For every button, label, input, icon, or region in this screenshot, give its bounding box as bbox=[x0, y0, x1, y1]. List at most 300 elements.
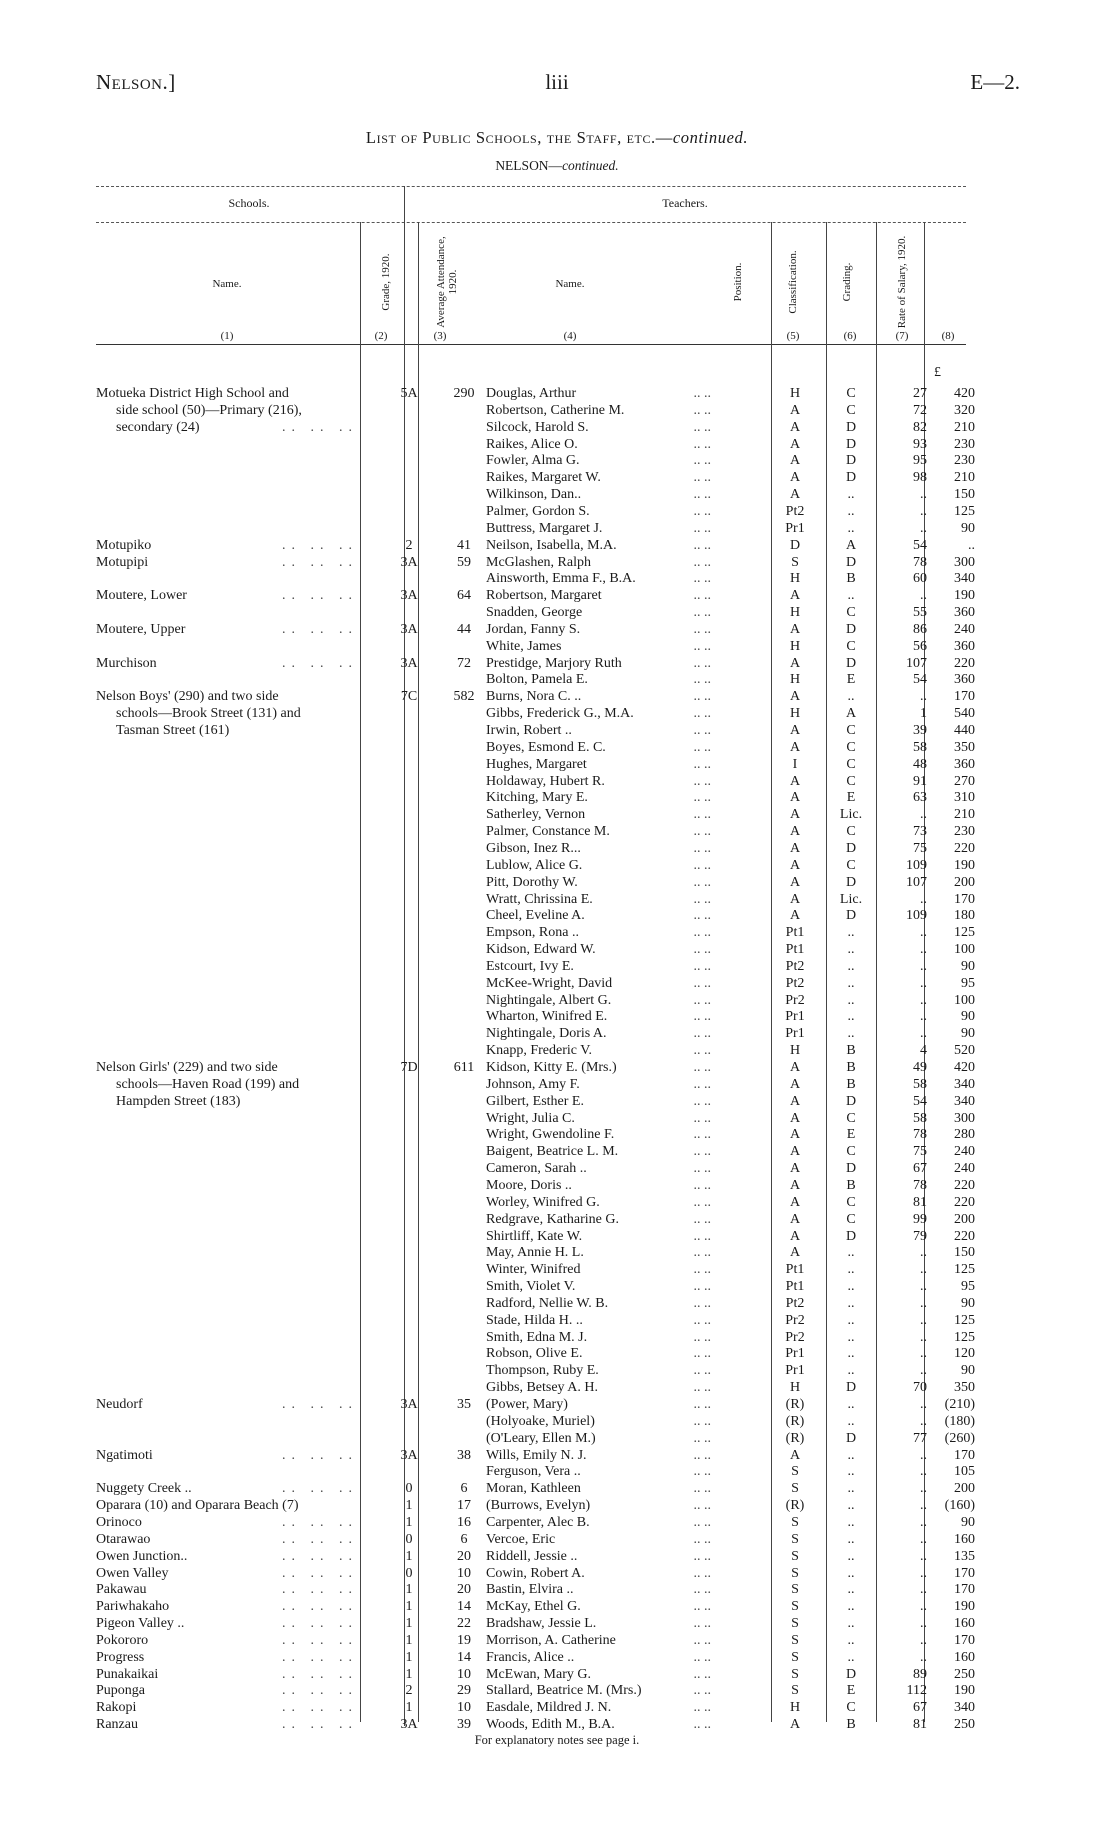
school-name: Orinoco bbox=[96, 1514, 142, 1530]
teacher-name: Moran, Kathleen bbox=[486, 1481, 581, 1497]
teacher-name: Satherley, Vernon bbox=[486, 807, 586, 823]
teacher-classification: D bbox=[845, 621, 857, 637]
teacher-row bbox=[96, 756, 975, 773]
dot-leader: .. .. bbox=[693, 1430, 711, 1446]
teacher-name: Knapp, Frederic V. bbox=[486, 1043, 593, 1059]
teacher-row bbox=[96, 857, 975, 874]
dot-leader: .. .. bbox=[693, 1009, 711, 1025]
dot-leader: .. .. bbox=[693, 1498, 711, 1514]
teacher-name: McGlashen, Ralph bbox=[486, 554, 591, 570]
school-attendance: 59 bbox=[457, 554, 471, 570]
teacher-classification: D bbox=[845, 1430, 857, 1446]
teacher-name: Kitching, Mary E. bbox=[486, 790, 588, 806]
teacher-classification: .. bbox=[847, 1329, 855, 1345]
teacher-grading: .. bbox=[920, 520, 927, 536]
dot-leader: .. .. .. bbox=[282, 1531, 358, 1547]
school-grade: 1 bbox=[405, 1599, 413, 1615]
teacher-name: Wilkinson, Dan.. bbox=[486, 487, 582, 503]
school-entry bbox=[96, 1716, 358, 1733]
school-name-line bbox=[96, 1699, 358, 1716]
teacher-name: Winter, Winifred bbox=[486, 1262, 581, 1278]
page-header-right: E—2. bbox=[970, 70, 1020, 94]
teacher-row bbox=[96, 1430, 975, 1447]
teacher-salary: 150 bbox=[954, 487, 975, 503]
school-entry bbox=[96, 1632, 358, 1649]
teacher-row bbox=[96, 1194, 975, 1211]
teacher-grading: 27 bbox=[913, 386, 927, 401]
teacher-position: S bbox=[791, 1666, 799, 1682]
teacher-name: May, Annie H. L. bbox=[486, 1245, 584, 1261]
teacher-classification: B bbox=[846, 1043, 856, 1059]
school-attendance: 38 bbox=[457, 1447, 471, 1463]
dot-leader: .. .. bbox=[693, 436, 711, 452]
school-name-line bbox=[96, 537, 358, 554]
teacher-grading: .. bbox=[920, 1481, 927, 1497]
teacher-salary: 100 bbox=[954, 992, 975, 1008]
school-attendance: 29 bbox=[457, 1683, 471, 1699]
teacher-name: Gilbert, Esther E. bbox=[486, 1093, 584, 1109]
teacher-grading: .. bbox=[920, 503, 927, 519]
dot-leader: .. .. bbox=[693, 1110, 711, 1126]
school-entry bbox=[96, 1480, 358, 1497]
dot-leader: .. .. bbox=[693, 874, 711, 890]
teacher-grading: .. bbox=[920, 689, 927, 705]
teacher-grading: 48 bbox=[913, 756, 927, 772]
teacher-classification: .. bbox=[847, 1632, 855, 1648]
school-name-line bbox=[96, 1666, 358, 1683]
dot-leader: .. .. bbox=[693, 386, 711, 401]
teacher-salary: 520 bbox=[954, 1043, 975, 1059]
teacher-classification: E bbox=[846, 1683, 856, 1699]
teacher-position: S bbox=[791, 1565, 799, 1581]
teacher-name: Morrison, A. Catherine bbox=[486, 1632, 616, 1648]
teacher-salary: 210 bbox=[954, 807, 975, 823]
school-name: Ngatimoti bbox=[96, 1447, 153, 1463]
teacher-salary: 190 bbox=[954, 1599, 975, 1615]
school-attendance: 17 bbox=[457, 1498, 471, 1514]
dot-leader: .. .. bbox=[693, 402, 711, 418]
school-name-line bbox=[96, 1076, 358, 1093]
dot-leader: .. .. .. bbox=[282, 1632, 358, 1648]
teacher-row bbox=[96, 840, 975, 857]
school-name: Ranzau bbox=[96, 1717, 138, 1733]
teacher-salary: 340 bbox=[954, 1093, 975, 1109]
teacher-grading: 107 bbox=[906, 655, 927, 671]
teacher-grading: .. bbox=[920, 1329, 927, 1345]
teacher-name: (Power, Mary) bbox=[486, 1397, 568, 1412]
teacher-grading: .. bbox=[920, 1346, 927, 1362]
dot-leader: .. .. bbox=[693, 554, 711, 570]
teacher-salary: 210 bbox=[954, 419, 975, 435]
dot-leader: .. .. bbox=[693, 1177, 711, 1193]
teacher-name: Raikes, Margaret W. bbox=[486, 470, 601, 486]
dot-leader: .. .. bbox=[693, 942, 711, 958]
school-grade: 3A bbox=[400, 1447, 418, 1463]
dot-leader: .. .. bbox=[693, 1076, 711, 1092]
dot-leader: .. .. bbox=[693, 739, 711, 755]
dot-leader: .. .. bbox=[693, 1531, 711, 1547]
teacher-name: Estcourt, Ivy E. bbox=[486, 958, 574, 974]
dot-leader: .. .. .. bbox=[282, 1683, 358, 1699]
teacher-position: A bbox=[789, 1161, 801, 1177]
teacher-position: A bbox=[789, 840, 801, 856]
dot-leader: .. .. bbox=[693, 1211, 711, 1227]
dot-leader: .. .. bbox=[693, 419, 711, 435]
teacher-position: A bbox=[789, 689, 801, 705]
dot-leader: .. .. bbox=[693, 1481, 711, 1497]
teacher-classification: D bbox=[845, 470, 857, 486]
dot-leader: .. .. .. bbox=[282, 420, 358, 435]
teacher-salary: 90 bbox=[961, 1295, 975, 1311]
teacher-row bbox=[96, 958, 975, 975]
school-grade: 1 bbox=[405, 1632, 413, 1648]
school-name-line bbox=[96, 655, 358, 672]
staff-table bbox=[96, 385, 975, 1733]
school-entry bbox=[96, 621, 358, 638]
teacher-grading: 1 bbox=[920, 706, 927, 722]
school-entry bbox=[96, 1581, 358, 1598]
teacher-position: H bbox=[789, 638, 801, 654]
teacher-salary: 125 bbox=[954, 1312, 975, 1328]
school-name: Motupipi bbox=[96, 554, 149, 570]
teacher-row bbox=[96, 1143, 975, 1160]
school-name-line bbox=[96, 1682, 358, 1699]
teacher-name: Smith, Edna M. J. bbox=[486, 1329, 588, 1345]
teacher-salary: 300 bbox=[954, 1110, 975, 1126]
school-name-line bbox=[96, 402, 358, 419]
teacher-name: (Burrows, Evelyn) bbox=[486, 1498, 591, 1514]
school-name-line bbox=[96, 705, 358, 722]
teacher-name: Gibson, Inez R... bbox=[486, 840, 581, 856]
teacher-salary: 220 bbox=[954, 840, 975, 856]
teacher-row bbox=[96, 1329, 975, 1346]
school-entry bbox=[96, 1497, 358, 1514]
teacher-name: Robson, Olive E. bbox=[486, 1346, 583, 1362]
school-name-line bbox=[96, 1480, 358, 1497]
teacher-position: S bbox=[791, 1531, 799, 1547]
school-grade: 0 bbox=[405, 1565, 413, 1581]
dot-leader: .. .. bbox=[693, 992, 711, 1008]
teacher-position: Pt2 bbox=[785, 503, 805, 519]
teacher-grading: 81 bbox=[913, 1717, 927, 1733]
teacher-name: Smith, Violet V. bbox=[486, 1279, 576, 1295]
school-attendance: 22 bbox=[457, 1616, 471, 1632]
teacher-row bbox=[96, 486, 975, 503]
teacher-salary: 180 bbox=[954, 908, 975, 924]
teacher-classification: C bbox=[846, 1194, 856, 1210]
dot-leader: .. .. bbox=[693, 1144, 711, 1160]
dot-leader: .. .. bbox=[693, 1127, 711, 1143]
dot-leader: .. .. bbox=[693, 1060, 711, 1075]
teacher-position: A bbox=[789, 621, 801, 637]
teacher-name: Boyes, Esmond E. C. bbox=[486, 739, 606, 755]
teacher-grading: 72 bbox=[913, 402, 927, 418]
teacher-salary: 340 bbox=[954, 571, 975, 587]
teacher-row bbox=[96, 1110, 975, 1127]
teacher-name: Easdale, Mildred J. N. bbox=[486, 1700, 612, 1716]
teacher-position: H bbox=[789, 672, 801, 688]
teacher-classification: A bbox=[845, 706, 857, 722]
school-name-line bbox=[96, 1649, 358, 1666]
dot-leader: .. .. .. bbox=[282, 1514, 358, 1530]
teacher-salary: 310 bbox=[954, 790, 975, 806]
teacher-grading: 79 bbox=[913, 1228, 927, 1244]
teacher-row bbox=[96, 1042, 975, 1059]
school-grade: 1 bbox=[405, 1582, 413, 1598]
teacher-salary: 90 bbox=[961, 1514, 975, 1530]
teacher-name: Woods, Edith M., B.A. bbox=[486, 1717, 615, 1733]
teacher-grading: .. bbox=[920, 1312, 927, 1328]
teacher-name: Palmer, Constance M. bbox=[486, 824, 610, 840]
school-name-line bbox=[96, 1716, 358, 1733]
dot-leader: .. .. bbox=[693, 925, 711, 941]
school-name-line bbox=[96, 1598, 358, 1615]
teacher-row bbox=[96, 975, 975, 992]
school-name: Otarawao bbox=[96, 1531, 151, 1547]
header-top-rule bbox=[96, 186, 966, 187]
teacher-classification: .. bbox=[847, 1565, 855, 1581]
school-name: Hampden Street (183) bbox=[116, 1094, 241, 1109]
col-grading: Grading. bbox=[841, 262, 853, 302]
teacher-position: A bbox=[789, 723, 801, 738]
teacher-salary: 230 bbox=[954, 824, 975, 840]
dot-leader: .. .. bbox=[693, 1346, 711, 1362]
teacher-classification: C bbox=[846, 739, 856, 755]
teacher-position: H bbox=[789, 386, 801, 401]
teacher-classification: D bbox=[845, 655, 857, 671]
school-grade: 0 bbox=[405, 1481, 413, 1497]
teacher-salary: (260) bbox=[944, 1430, 975, 1446]
dot-leader: .. .. bbox=[693, 706, 711, 722]
teacher-classification: E bbox=[846, 1127, 856, 1143]
teacher-grading: .. bbox=[920, 1464, 927, 1480]
teacher-salary: 220 bbox=[954, 1228, 975, 1244]
teacher-position: S bbox=[791, 1464, 799, 1480]
teacher-position: H bbox=[789, 571, 801, 587]
teacher-classification: C bbox=[846, 756, 856, 772]
dot-leader: .. .. bbox=[693, 470, 711, 486]
school-name: Nelson Girls' (229) and two side bbox=[96, 1060, 278, 1075]
teacher-name: Wright, Gwendoline F. bbox=[486, 1127, 615, 1143]
dot-leader: .. .. bbox=[693, 958, 711, 974]
teacher-classification: .. bbox=[847, 942, 855, 958]
teacher-grading: .. bbox=[920, 1009, 927, 1025]
school-grade: 5A bbox=[400, 386, 418, 401]
school-grade: 1 bbox=[405, 1649, 413, 1665]
teacher-position: A bbox=[789, 1717, 801, 1733]
subtitle-continued: continued. bbox=[562, 158, 619, 173]
teacher-grading: .. bbox=[920, 1363, 927, 1379]
teacher-grading: 49 bbox=[913, 1060, 927, 1075]
teacher-grading: 73 bbox=[913, 824, 927, 840]
teacher-grading: 55 bbox=[913, 605, 927, 621]
school-entry bbox=[96, 1682, 358, 1699]
teacher-salary: 200 bbox=[954, 874, 975, 890]
teacher-classification: .. bbox=[847, 1616, 855, 1632]
teacher-name: Douglas, Arthur bbox=[486, 386, 577, 401]
dot-leader: .. .. .. bbox=[282, 1565, 358, 1581]
dot-leader: .. .. bbox=[693, 1582, 711, 1598]
teacher-grading: .. bbox=[920, 958, 927, 974]
teacher-row bbox=[96, 452, 975, 469]
teacher-classification: .. bbox=[847, 487, 855, 503]
school-entry bbox=[96, 1699, 358, 1716]
dot-leader: .. .. bbox=[693, 723, 711, 738]
teacher-grading: .. bbox=[920, 975, 927, 991]
teacher-position: S bbox=[791, 1632, 799, 1648]
teacher-classification: B bbox=[846, 1076, 856, 1092]
teacher-classification: Lic. bbox=[839, 891, 863, 907]
dot-leader: .. .. bbox=[693, 1329, 711, 1345]
school-name-line bbox=[96, 1615, 358, 1632]
teacher-grading: 99 bbox=[913, 1211, 927, 1227]
teacher-classification: .. bbox=[847, 1514, 855, 1530]
school-name-line bbox=[96, 1581, 358, 1598]
teacher-salary: 160 bbox=[954, 1531, 975, 1547]
teacher-salary: 340 bbox=[954, 1700, 975, 1716]
teacher-salary: 350 bbox=[954, 739, 975, 755]
teacher-grading: 58 bbox=[913, 739, 927, 755]
teacher-grading: .. bbox=[920, 925, 927, 941]
title-main: List of Public Schools, the Staff, etc.— bbox=[365, 128, 673, 147]
school-name: Progress bbox=[96, 1649, 145, 1665]
school-attendance: 6 bbox=[460, 1481, 468, 1497]
teacher-position: Pr1 bbox=[785, 520, 805, 536]
dot-leader: .. .. .. bbox=[282, 1700, 358, 1716]
teacher-classification: .. bbox=[847, 1279, 855, 1295]
teacher-classification: B bbox=[846, 571, 856, 587]
teacher-grading: 93 bbox=[913, 436, 927, 452]
dot-leader: .. .. bbox=[693, 1093, 711, 1109]
group-header-teachers: Teachers. bbox=[662, 196, 708, 210]
school-name: schools—Brook Street (131) and bbox=[116, 706, 301, 722]
col-number: (8) bbox=[941, 330, 955, 342]
teacher-row bbox=[96, 1177, 975, 1194]
teacher-grading: .. bbox=[920, 1026, 927, 1042]
teacher-grading: .. bbox=[920, 1413, 927, 1429]
teacher-position: A bbox=[789, 470, 801, 486]
teacher-name: Snadden, George bbox=[486, 605, 583, 621]
school-grade: 0 bbox=[405, 1531, 413, 1547]
page-header-left: Nelson.] bbox=[96, 70, 176, 94]
teacher-salary: 360 bbox=[954, 672, 975, 688]
teacher-classification: C bbox=[846, 1110, 856, 1126]
teacher-name: McKee-Wright, David bbox=[486, 975, 613, 991]
school-name: secondary (24) bbox=[116, 420, 200, 435]
teacher-name: Wills, Emily N. J. bbox=[486, 1447, 587, 1463]
teacher-salary: 95 bbox=[961, 975, 975, 991]
teacher-position: S bbox=[791, 1582, 799, 1598]
school-entry bbox=[96, 688, 358, 739]
teacher-position: Pt1 bbox=[785, 1262, 805, 1278]
school-name: Tasman Street (161) bbox=[116, 723, 230, 739]
teacher-classification: .. bbox=[847, 1262, 855, 1278]
teacher-position: A bbox=[789, 1110, 801, 1126]
teacher-row bbox=[96, 520, 975, 537]
col-number: (4) bbox=[563, 330, 577, 342]
teacher-grading: .. bbox=[920, 1295, 927, 1311]
teacher-salary: 220 bbox=[954, 1194, 975, 1210]
teacher-salary: 170 bbox=[954, 891, 975, 907]
school-name: Puponga bbox=[96, 1683, 145, 1699]
school-grade: 1 bbox=[405, 1616, 413, 1632]
teacher-salary: 105 bbox=[954, 1464, 975, 1480]
teacher-row bbox=[96, 503, 975, 520]
school-attendance: 19 bbox=[457, 1632, 471, 1648]
header-group-rule bbox=[96, 222, 966, 223]
teacher-name: Baigent, Beatrice L. M. bbox=[486, 1144, 619, 1160]
dot-leader: .. .. .. bbox=[282, 1649, 358, 1665]
school-attendance: 6 bbox=[460, 1531, 468, 1547]
teacher-position: A bbox=[789, 487, 801, 503]
teacher-name: Fowler, Alma G. bbox=[486, 453, 580, 469]
dot-leader: .. .. bbox=[693, 1666, 711, 1682]
teacher-classification: .. bbox=[847, 1447, 855, 1463]
teacher-row bbox=[96, 806, 975, 823]
dot-leader: .. .. bbox=[693, 1380, 711, 1396]
teacher-classification: C bbox=[846, 723, 856, 738]
teacher-name: Bolton, Pamela E. bbox=[486, 672, 588, 688]
school-grade: 1 bbox=[405, 1548, 413, 1564]
teacher-grading: 78 bbox=[913, 1177, 927, 1193]
school-entry bbox=[96, 1396, 358, 1413]
teacher-row bbox=[96, 1211, 975, 1228]
dot-leader: .. .. bbox=[693, 1026, 711, 1042]
dot-leader: .. .. bbox=[693, 1700, 711, 1716]
dot-leader: .. .. .. bbox=[282, 1397, 358, 1412]
teacher-row bbox=[96, 874, 975, 891]
teacher-position: A bbox=[789, 807, 801, 823]
school-grade: 1 bbox=[405, 1666, 413, 1682]
teacher-name: Robertson, Catherine M. bbox=[486, 402, 625, 418]
teacher-name: Silcock, Harold S. bbox=[486, 419, 589, 435]
school-attendance: 35 bbox=[457, 1397, 471, 1412]
teacher-grading: 58 bbox=[913, 1110, 927, 1126]
school-entry bbox=[96, 1548, 358, 1565]
teacher-position: Pr2 bbox=[785, 1312, 805, 1328]
teacher-grading: 109 bbox=[906, 908, 927, 924]
teacher-position: S bbox=[791, 1514, 799, 1530]
teacher-position: A bbox=[789, 739, 801, 755]
school-attendance: 16 bbox=[457, 1514, 471, 1530]
dot-leader: .. .. bbox=[693, 1312, 711, 1328]
teacher-salary: .. bbox=[968, 537, 975, 553]
teacher-name: Kidson, Edward W. bbox=[486, 942, 596, 958]
teacher-row bbox=[96, 1278, 975, 1295]
dot-leader: .. .. bbox=[693, 571, 711, 587]
teacher-row bbox=[96, 1413, 975, 1430]
teacher-classification: .. bbox=[847, 1548, 855, 1564]
teacher-classification: .. bbox=[847, 1649, 855, 1665]
teacher-position: S bbox=[791, 1683, 799, 1699]
teacher-salary: 360 bbox=[954, 756, 975, 772]
teacher-salary: 250 bbox=[954, 1717, 975, 1733]
dot-leader: .. .. .. bbox=[282, 537, 358, 553]
teacher-salary: 120 bbox=[954, 1346, 975, 1362]
dot-leader: .. .. .. bbox=[282, 1481, 358, 1497]
dot-leader: .. .. bbox=[693, 672, 711, 688]
teacher-classification: .. bbox=[847, 1009, 855, 1025]
teacher-grading: 75 bbox=[913, 1144, 927, 1160]
teacher-classification: .. bbox=[847, 958, 855, 974]
dot-leader: .. .. bbox=[693, 1194, 711, 1210]
teacher-name: Nightingale, Albert G. bbox=[486, 992, 612, 1008]
teacher-name: Bastin, Elvira .. bbox=[486, 1582, 574, 1598]
teacher-position: A bbox=[789, 857, 801, 873]
teacher-position: A bbox=[789, 1076, 801, 1092]
teacher-row bbox=[96, 739, 975, 756]
teacher-name: Lublow, Alice G. bbox=[486, 857, 583, 873]
